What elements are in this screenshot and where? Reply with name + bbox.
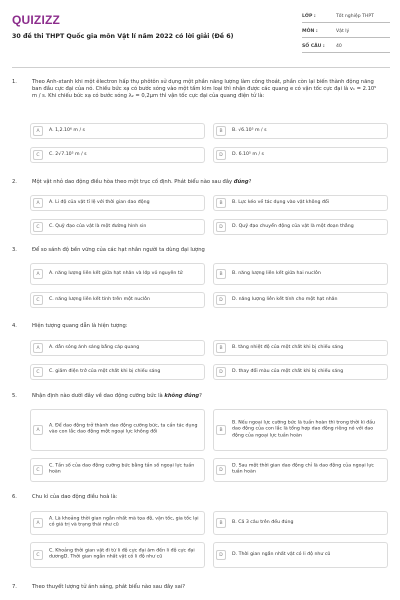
question-text: Theo thuyết lượng tử ánh sáng, phát biểu nào sau đây sai?	[32, 584, 185, 590]
question-text	[32, 179, 378, 186]
meta-class	[302, 14, 390, 23]
question-text-end: ?	[199, 393, 202, 399]
question-text-plain: Nhận định nào dưới đây về dao động cưỡng bức là	[32, 393, 163, 399]
meta-key: SỐ CÂU :	[302, 44, 325, 49]
option-text: C. Tần số của dao động cưỡng bức bằng tần số ngoại lực tuần hoàn	[49, 463, 195, 475]
option-text: A. 1,2.10⁶ m / s	[49, 127, 85, 133]
meta-value: 40	[336, 44, 342, 49]
option-letter: D	[216, 367, 226, 377]
option-text: D. năng lượng liên kết tính cho một hạt nhân	[232, 296, 338, 302]
option-b[interactable]	[213, 511, 388, 535]
option-b[interactable]	[213, 195, 388, 211]
option-letter: D	[216, 222, 226, 232]
option-c[interactable]	[30, 458, 205, 482]
meta-key: LỚP :	[302, 14, 316, 19]
option-text: A. Để dao động trở thành dao động cưỡng bức, ta cần tác dụng vào con lắc dao động một ngoại lực không đổi	[49, 423, 198, 435]
option-c[interactable]	[30, 364, 205, 380]
option-c[interactable]	[30, 292, 205, 308]
option-d[interactable]	[213, 364, 388, 380]
option-letter: B	[216, 126, 226, 136]
option-letter: C	[33, 222, 43, 232]
option-b[interactable]	[213, 340, 388, 356]
meta-key: MÔN :	[302, 29, 318, 34]
question-text: Chu kì của dao động điều hoà là:	[32, 494, 118, 500]
option-letter: B	[216, 198, 226, 208]
meta-question-count	[302, 44, 390, 53]
option-text: B. tăng nhiệt độ của một chất khi bị chiếu sáng	[232, 344, 344, 350]
header-divider	[12, 67, 390, 68]
option-text: D. Sau một thời gian dao động chỉ là dao động của ngoại lực tuần hoàn	[232, 463, 374, 475]
question-text: Để so sánh độ bền vững của các hạt nhân người ta dùng đại lượng	[32, 247, 205, 253]
option-text: D. Thời gian ngắn nhất vật có li độ như cũ	[232, 551, 331, 557]
option-text: B. Lực kéo về tác dụng vào vật không đổi	[232, 199, 330, 205]
question-number: 7.	[12, 584, 17, 590]
option-text: D. 6.10⁵ m / s	[232, 151, 264, 157]
option-d[interactable]	[213, 147, 388, 163]
option-text: A. Là khoảng thời gian ngắn nhất mà tọa độ, vận tốc, gia tốc lại có giá trị và trạng thái như cũ	[49, 516, 199, 528]
option-a[interactable]	[30, 195, 205, 211]
document-title: 30 đề thi THPT Quốc gia môn Vật lí năm 2022 có lời giải (Đề 6)	[12, 33, 234, 40]
option-d[interactable]	[213, 458, 388, 482]
option-letter: C	[33, 550, 43, 560]
question-number: 5.	[12, 393, 17, 399]
option-letter: B	[216, 269, 226, 279]
option-b[interactable]	[213, 409, 388, 451]
option-letter: A	[33, 425, 43, 435]
option-letter: B	[216, 518, 226, 528]
brand-logo: QUIZIZZ	[12, 13, 61, 27]
option-letter: A	[33, 269, 43, 279]
option-text: C. năng lượng liên kết tính trên một nuclôn	[49, 296, 150, 302]
option-b[interactable]	[213, 123, 388, 139]
option-text: C. giảm điện trở của một chất khi bị chiếu sáng	[49, 368, 161, 374]
option-letter: A	[33, 343, 43, 353]
option-letter: C	[33, 465, 43, 475]
option-c[interactable]	[30, 147, 205, 163]
option-c[interactable]	[30, 542, 205, 568]
option-letter: B	[216, 343, 226, 353]
option-d[interactable]	[213, 542, 388, 568]
question-text-emphasis: đúng	[233, 179, 249, 185]
option-letter: B	[216, 425, 226, 435]
question-text: Hiện tượng quang dẫn là hiện tượng:	[32, 323, 128, 329]
option-text: C. 2√7.10⁵ m / s	[49, 151, 87, 157]
meta-value: Tốt nghiệp THPT	[336, 14, 374, 19]
option-a[interactable]	[30, 123, 205, 139]
option-letter: D	[216, 295, 226, 305]
option-c[interactable]	[30, 219, 205, 235]
question-text: Theo Anh-xtanh khi một êlectron hấp thụ phôtôn sử dụng một phần năng lượng làm công thoát, phần còn lại biến thành động năng ban đầu cực đại của nó. Chiếu bức xạ có bước sóng vào một tấm kim loại thì nhận được các quang e có vận tốc cực đại là v₁ = 2.10⁵ m / s. Khi chiếu bức xạ có bước sóng λ₂ = 0,2μm thì vận tốc cực đại của quang điện tử là:	[32, 79, 377, 100]
option-text: B. Nếu ngoại lực cưỡng bức là tuần hoàn thì trong thời kì đầu dao động của con lắc là tổng hợp dao động riêng nó với dao động của ngoại lực tuần hoàn	[232, 420, 376, 439]
option-letter: A	[33, 518, 43, 528]
question-number: 3.	[12, 247, 17, 253]
option-letter: D	[216, 465, 226, 475]
option-b[interactable]	[213, 263, 388, 285]
question-text	[32, 393, 378, 400]
option-a[interactable]	[30, 511, 205, 535]
option-text: D. thay đổi màu của một chất khi bị chiếu sáng	[232, 368, 344, 374]
option-text: A. dẫn sóng ánh sáng bằng cáp quang	[49, 344, 140, 350]
option-text: A. Li độ của vật tỉ lệ với thời gian dao động	[49, 199, 150, 205]
question-number: 2.	[12, 179, 17, 185]
option-text: A. năng lượng liên kết giữa hạt nhân và lớp vỏ nguyên tử	[49, 270, 183, 276]
option-text: D. Quỹ đạo chuyển động của vật là một đoạn thẳng	[232, 223, 354, 229]
question-number: 4.	[12, 323, 17, 329]
option-d[interactable]	[213, 219, 388, 235]
question-text-emphasis: không đúng	[164, 393, 200, 399]
option-letter: C	[33, 150, 43, 160]
meta-value: Vật lý	[336, 29, 350, 34]
option-text: C. Quỹ đạo của vật là một đường hình sin	[49, 223, 147, 229]
question-text-plain: Một vật nhỏ dao động điều hòa theo một trục cố định. Phát biểu nào sau đây	[32, 179, 233, 185]
option-letter: A	[33, 198, 43, 208]
option-letter: C	[33, 367, 43, 377]
question-text-end: ?	[248, 179, 252, 185]
option-a[interactable]	[30, 263, 205, 285]
question-number: 6.	[12, 494, 17, 500]
option-text: B. năng lượng liên kết giữa hai nuclôn	[232, 270, 321, 276]
option-text: B. √6.10⁵ m / s	[232, 127, 267, 133]
meta-subject	[302, 29, 390, 38]
option-letter: A	[33, 126, 43, 136]
question-number: 1.	[12, 79, 17, 85]
option-text: C. Khoảng thời gian vật đi từ li độ cực đại âm đến li độ cực đại dươngD. Thời gian ngắn nhất vật có li độ như cũ	[49, 548, 195, 560]
option-a[interactable]	[30, 409, 205, 451]
option-letter: D	[216, 550, 226, 560]
option-text: B. Cả 3 câu trên đều đúng	[232, 519, 294, 525]
option-letter: D	[216, 150, 226, 160]
option-d[interactable]	[213, 292, 388, 308]
option-a[interactable]	[30, 340, 205, 356]
option-letter: C	[33, 295, 43, 305]
